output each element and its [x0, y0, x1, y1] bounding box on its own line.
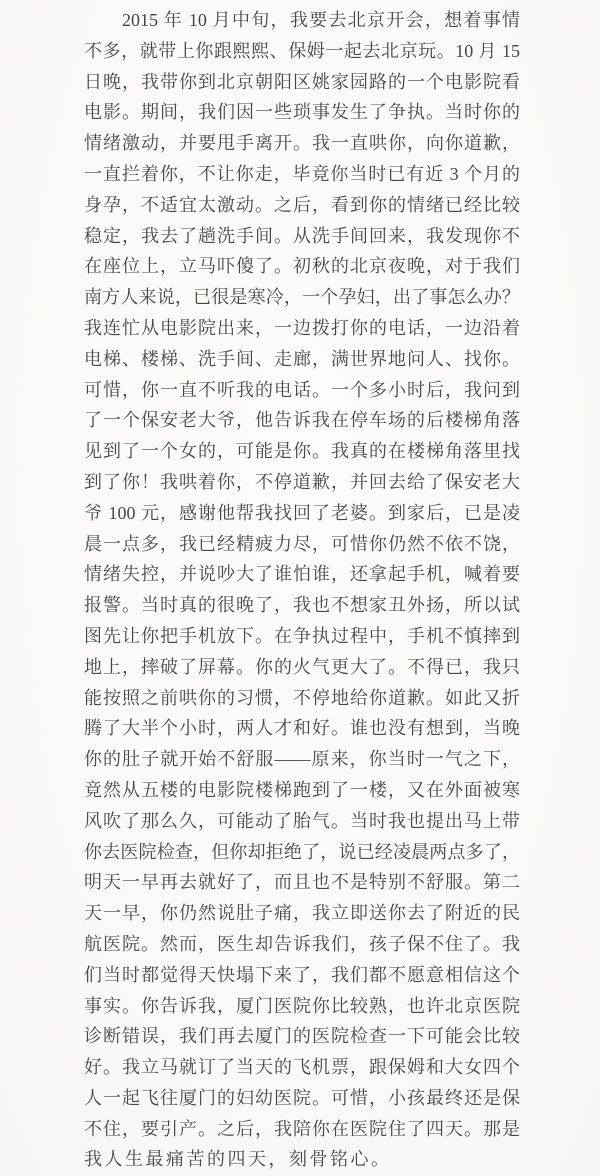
text-line: 日晚，我带你到北京朝阳区姚家园路的一个电影院看 [84, 71, 520, 92]
text-line: 情绪失控，并说吵大了谁怕谁，还拿起手机，喊着要 [84, 564, 520, 585]
text-line: 2015 年 10 月中旬，我要去北京开会，想着事情 [122, 10, 520, 30]
text-line: 地上，摔破了屏幕。你的火气更大了。不得已，我只 [84, 656, 520, 677]
text-line: 情绪激动，并要甩手离开。我一直哄你，向你道歉， [84, 133, 520, 154]
text-line: 了一个保安老大爷，他告诉我在停车场的后楼梯角落 [84, 410, 520, 431]
text-line: 爷 100 元，感谢他帮我找回了老婆。到家后，已是凌 [84, 502, 520, 523]
text-line: 电梯、楼梯、洗手间、走廊，满世界地问人、找你。 [84, 348, 520, 369]
text-line: 好。我立马就订了当天的飞机票，跟保姆和大女四个 [84, 1057, 520, 1078]
text-line: 南方人来说，已很是寒冷，一个孕妇，出了事怎么办？ [84, 287, 520, 308]
text-line: 电影。期间，我们因一些琐事发生了争执。当时你的 [84, 102, 520, 123]
text-line: 可惜，你一直不听我的电话。一个多小时后，我问到 [84, 379, 520, 400]
text-line: 稳定，我去了趟洗手间。从洗手间回来，我发现你不 [84, 225, 520, 246]
text-line: 你去医院检查，但你却拒绝了，说已经凌晨两点多了， [84, 841, 520, 862]
text-line: 们当时都觉得天快塌下来了，我们都不愿意相信这个 [84, 964, 520, 985]
text-line: 人一起飞往厦门的妇幼医院。可惜，小孩最终还是保 [84, 1087, 520, 1108]
text-line: 不住，要引产。之后，我陪你在医院住了四天。那是 [84, 1118, 520, 1139]
text-line: 天一早，你仍然说肚子痛，我立即送你去了附近的民 [84, 903, 520, 924]
text-line: 风吹了那么久，可能动了胎气。当时我也提出马上带 [84, 810, 520, 831]
text-line: 事实。你告诉我，厦门医院你比较熟，也许北京医院 [84, 995, 520, 1016]
text-line: 见到了一个女的，可能是你。我真的在楼梯角落里找 [84, 441, 520, 462]
text-line: 竟然从五楼的电影院楼梯跑到了一楼，又在外面被寒 [84, 779, 520, 800]
text-line: 诊断错误，我们再去厦门的医院检查一下可能会比较 [84, 1026, 520, 1047]
text-line: 身孕，不适宜太激动。之后，看到你的情绪已经比较 [84, 194, 520, 215]
text-line: 到了你！我哄着你，不停道歉，并回去给了保安老大 [84, 471, 520, 492]
text-line: 航医院。然而，医生却告诉我们，孩子保不住了。我 [84, 933, 520, 954]
text-line: 在座位上，立马吓傻了。初秋的北京夜晚，对于我们 [84, 256, 520, 277]
text-line: 能按照之前哄你的习惯，不停地给你道歉。如此又折 [84, 687, 520, 708]
text-line: 我连忙从电影院出来，一边拨打你的电话，一边沿着 [84, 317, 520, 338]
text-line: 晨一点多，我已经精疲力尽，可惜你仍然不依不饶， [84, 533, 520, 554]
text-line: 你的肚子就开始不舒服——原来，你当时一气之下， [84, 749, 520, 770]
text-line: 报警。当时真的很晚了，我也不想家丑外扬，所以试 [84, 595, 520, 616]
paragraph-text [84, 5, 520, 1175]
text-line: 不多，就带上你跟熙熙、保姆一起去北京玩。10 月 15 [84, 40, 520, 61]
text-line: 腾了大半个小时，两人才和好。谁也没有想到，当晚 [84, 718, 520, 739]
text-line: 一直拦着你，不让你走，毕竟你当时已有近 3 个月的 [84, 163, 520, 184]
text-line: 我人生最痛苦的四天，刻骨铭心。 [84, 1149, 392, 1170]
text-line: 图先让你把手机放下。在争执过程中，手机不慎摔到 [84, 625, 520, 646]
text-line: 明天一早再去就好了，而且也不是特别不舒服。第二 [84, 872, 520, 893]
